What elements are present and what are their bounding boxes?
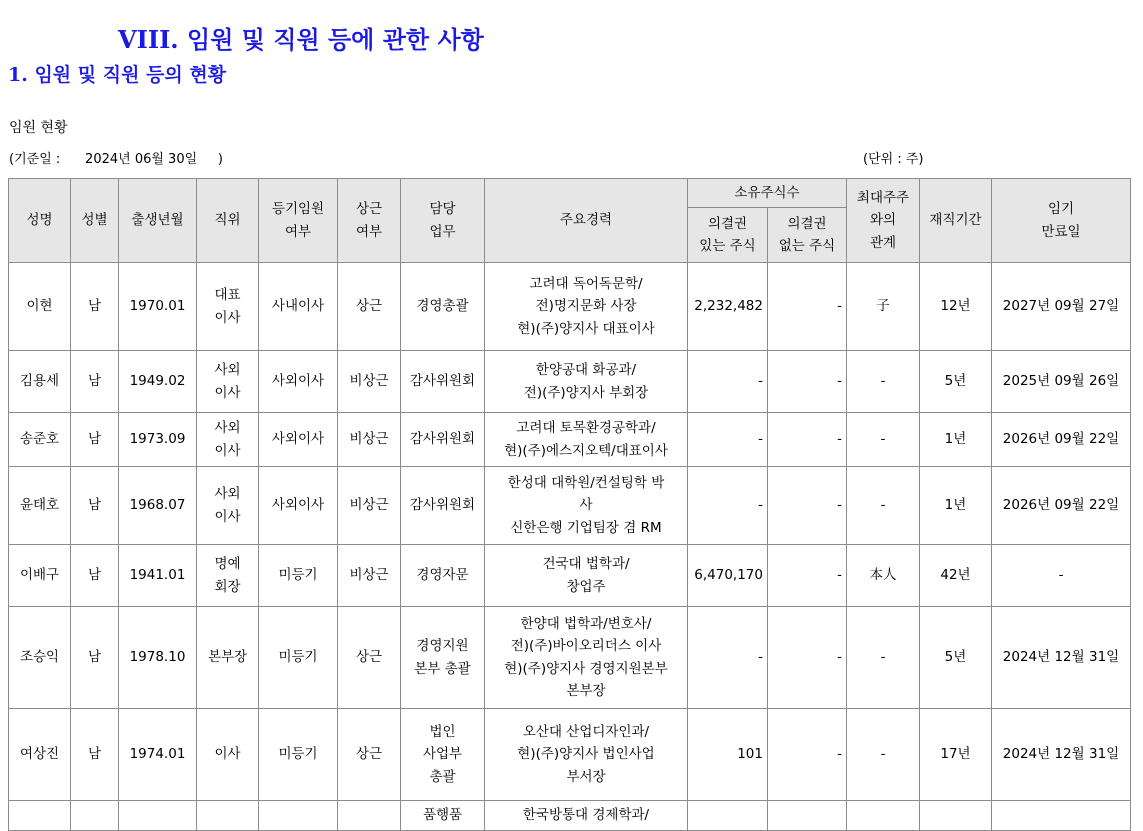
cell-voting: - [688, 467, 768, 545]
cell-position [197, 351, 259, 413]
unit-label: (단위 : 주) [863, 152, 924, 167]
cell-fulltime: 비상근 [338, 467, 401, 545]
cell-career [485, 801, 688, 831]
cell-voting: 2,232,482 [688, 263, 768, 351]
cell-career-line: 한양공대 화공과/ [535, 362, 637, 378]
cell-relation [847, 801, 920, 831]
cell-relation: - [847, 467, 920, 545]
cell-tenure [920, 801, 992, 831]
cell-fulltime: 상근 [338, 263, 401, 351]
cell-position-line: 회장 [214, 578, 241, 595]
header-shares-nonvoting-line: 없는 주식 [778, 238, 836, 254]
header-birth: 출생년월 [119, 179, 197, 263]
cell-birth: 1968.07 [119, 467, 197, 545]
basis-row [9, 148, 1134, 166]
cell-nonvoting: - [768, 263, 847, 351]
cell-registered: 사내이사 [259, 263, 338, 351]
header-relation [847, 179, 920, 263]
cell-position [197, 263, 259, 351]
header-duty-line: 업무 [429, 223, 456, 240]
header-duty [401, 179, 485, 263]
cell-birth: 1949.02 [119, 351, 197, 413]
header-registered-line: 등기임원 [271, 201, 325, 217]
cell-duty-line: 법인 [429, 723, 456, 740]
header-registered [259, 179, 338, 263]
cell-duty [401, 351, 485, 413]
cell-tenure: 17년 [920, 709, 992, 801]
cell-gender: 남 [71, 709, 119, 801]
cell-name: 김용세 [9, 351, 71, 413]
cell-name: 조승익 [9, 607, 71, 709]
cell-duty [401, 413, 485, 467]
header-shares: 소유주식수 [688, 179, 847, 208]
cell-position [197, 467, 259, 545]
cell-career-line: 사 [579, 497, 593, 514]
cell-expiry [992, 801, 1131, 831]
cell-expiry: 2027년 09월 27일 [992, 263, 1131, 351]
cell-career [485, 351, 688, 413]
cell-career-line: 현)(주)양지사 법인사업 [517, 746, 655, 763]
cell-career-line: 신한은행 기업팀장 겸 RM [510, 519, 662, 536]
cell-duty-line: 사업부 [422, 746, 463, 763]
table-body [9, 263, 1131, 831]
header-relation-line: 관계 [869, 234, 897, 251]
cell-tenure: 12년 [920, 263, 992, 351]
table-row [9, 263, 1131, 351]
table-row [9, 545, 1131, 607]
cell-career-line: 한국방통대 경제학과/ [522, 807, 650, 824]
cell-position [197, 709, 259, 801]
cell-position-line: 사외 [214, 362, 241, 378]
cell-duty-line: 감사위원회 [409, 497, 476, 514]
cell-relation: - [847, 709, 920, 801]
cell-relation: 本人 [847, 545, 920, 607]
cell-nonvoting: - [768, 545, 847, 607]
cell-voting: - [688, 413, 768, 467]
cell-voting [688, 801, 768, 831]
cell-expiry: 2025년 09월 26일 [992, 351, 1131, 413]
cell-expiry: 2026년 09월 22일 [992, 413, 1131, 467]
cell-gender: 남 [71, 467, 119, 545]
header-career: 주요경력 [485, 179, 688, 263]
cell-career-line: 창업주 [566, 578, 606, 595]
cell-tenure: 42년 [920, 545, 992, 607]
header-shares-voting-line: 있는 주식 [699, 238, 756, 254]
table-row [9, 351, 1131, 413]
cell-voting: 101 [688, 709, 768, 801]
cell-gender: 남 [71, 545, 119, 607]
cell-expiry: 2024년 12월 31일 [992, 709, 1131, 801]
cell-career-line: 전)명지문화 사장 [535, 298, 637, 315]
cell-name: 이현 [9, 263, 71, 351]
cell-nonvoting: - [768, 467, 847, 545]
cell-relation: - [847, 351, 920, 413]
cell-duty [401, 467, 485, 545]
cell-position [197, 413, 259, 467]
cell-position-line: 이사 [214, 442, 241, 459]
cell-position [197, 545, 259, 607]
cell-position-line: 대표 [214, 287, 241, 303]
cell-registered: 사외이사 [259, 467, 338, 545]
cell-duty-line: 경영총괄 [416, 298, 469, 315]
cell-nonvoting: - [768, 413, 847, 467]
cell-birth: 1970.01 [119, 263, 197, 351]
header-name: 성명 [9, 179, 71, 263]
header-shares-voting [688, 208, 768, 263]
cell-career-line: 한성대 대학원/컨설팅학 박 [507, 474, 665, 491]
cell-nonvoting: - [768, 709, 847, 801]
cell-position-line: 이사 [214, 384, 241, 401]
cell-career [485, 607, 688, 709]
cell-registered: 미등기 [259, 607, 338, 709]
header-expiry-line: 임기 [1047, 201, 1075, 217]
cell-name: 여상진 [9, 709, 71, 801]
header-expiry [992, 179, 1131, 263]
cell-career-line: 고려대 토목환경공학과/ [516, 420, 656, 436]
basis-date: (기준일 : 2024년 06월 30일 ) [9, 152, 223, 167]
section-heading: VIII. 임원 및 직원 등에 관한 사항 [118, 25, 484, 54]
cell-birth: 1973.09 [119, 413, 197, 467]
header-shares-nonvoting-line: 의결권 [787, 215, 827, 232]
header-expiry-line: 만료일 [1041, 223, 1081, 240]
cell-duty-line: 품행품 [422, 807, 463, 824]
cell-registered: 미등기 [259, 545, 338, 607]
cell-tenure: 5년 [920, 351, 992, 413]
header-relation-line: 와의 [869, 212, 897, 229]
cell-career [485, 413, 688, 467]
cell-duty-line: 경영지원 [416, 638, 469, 654]
cell-duty-line: 총괄 [429, 768, 456, 785]
header-shares-nonvoting [768, 208, 847, 263]
cell-career-line: 전)(주)바이오리더스 이사 [510, 638, 662, 654]
cell-position-line: 명예 [214, 556, 241, 572]
table-row [9, 709, 1131, 801]
cell-position-line: 사외 [214, 486, 241, 502]
header-relation-line: 최대주주 [856, 189, 910, 206]
cell-career-line: 현)(주)양지사 대표이사 [517, 320, 655, 337]
cell-name: 윤태호 [9, 467, 71, 545]
header-registered-line: 여부 [284, 223, 312, 240]
cell-name [9, 801, 71, 831]
cell-duty [401, 801, 485, 831]
cell-duty [401, 545, 485, 607]
cell-gender: 남 [71, 351, 119, 413]
header-fulltime [338, 179, 401, 263]
cell-registered: 사외이사 [259, 413, 338, 467]
header-fulltime-line: 여부 [355, 223, 383, 240]
cell-career [485, 709, 688, 801]
cell-position [197, 801, 259, 831]
cell-career [485, 545, 688, 607]
cell-gender: 남 [71, 263, 119, 351]
cell-fulltime: 비상근 [338, 351, 401, 413]
cell-birth: 1941.01 [119, 545, 197, 607]
subsection-heading: 1. 임원 및 직원 등의 현황 [8, 64, 227, 86]
cell-duty [401, 607, 485, 709]
executive-table [8, 178, 1131, 831]
cell-birth [119, 801, 197, 831]
cell-fulltime: 비상근 [338, 545, 401, 607]
cell-career-line: 오산대 산업디자인과/ [522, 723, 650, 740]
header-tenure: 재직기간 [920, 179, 992, 263]
cell-fulltime: 상근 [338, 709, 401, 801]
header-duty-line: 담당 [429, 201, 456, 217]
cell-career-line: 건국대 법학과/ [542, 556, 630, 572]
table-row [9, 413, 1131, 467]
cell-name: 이배구 [9, 545, 71, 607]
cell-position-line: 이사 [214, 309, 241, 326]
cell-tenure: 1년 [920, 467, 992, 545]
cell-expiry: 2026년 09월 22일 [992, 467, 1131, 545]
cell-voting: - [688, 607, 768, 709]
cell-birth: 1978.10 [119, 607, 197, 709]
cell-position-line: 이사 [214, 746, 241, 763]
header-position: 직위 [197, 179, 259, 263]
cell-expiry: 2024년 12월 31일 [992, 607, 1131, 709]
cell-position-line: 사외 [214, 420, 241, 436]
cell-relation: - [847, 413, 920, 467]
cell-position-line: 본부장 [207, 649, 248, 666]
table-row [9, 801, 1131, 831]
cell-career [485, 263, 688, 351]
cell-duty-line: 감사위원회 [409, 373, 476, 390]
cell-gender: 남 [71, 413, 119, 467]
table-row [9, 467, 1131, 545]
cell-expiry: - [992, 545, 1131, 607]
cell-fulltime: 상근 [338, 607, 401, 709]
cell-nonvoting [768, 801, 847, 831]
table-title: 임원 현황 [9, 120, 68, 136]
cell-nonvoting: - [768, 351, 847, 413]
cell-career-line: 고려대 독어독문학/ [529, 275, 643, 292]
cell-career-line: 전)(주)양지사 부회장 [523, 384, 649, 401]
cell-name: 송준호 [9, 413, 71, 467]
header-fulltime-line: 상근 [355, 201, 383, 217]
table-row [9, 607, 1131, 709]
cell-career-line: 한양대 법학과/변호사/ [520, 615, 652, 632]
cell-nonvoting: - [768, 607, 847, 709]
table-header [9, 179, 1131, 263]
cell-tenure: 5년 [920, 607, 992, 709]
cell-duty [401, 263, 485, 351]
cell-relation: - [847, 607, 920, 709]
cell-duty-line: 경영자문 [416, 567, 469, 584]
cell-gender: 남 [71, 607, 119, 709]
cell-position [197, 607, 259, 709]
cell-registered: 사외이사 [259, 351, 338, 413]
cell-duty-line: 본부 총괄 [414, 660, 471, 677]
cell-voting: - [688, 351, 768, 413]
cell-career [485, 467, 688, 545]
cell-fulltime [338, 801, 401, 831]
cell-voting: 6,470,170 [688, 545, 768, 607]
cell-relation: 子 [847, 263, 920, 351]
cell-duty-line: 감사위원회 [409, 431, 476, 448]
header-shares-voting-line: 의결권 [707, 215, 748, 232]
cell-registered: 미등기 [259, 709, 338, 801]
cell-career-line: 현)(주)에스지오텍/대표이사 [504, 442, 668, 459]
cell-career-line: 현)(주)양지사 경영지원본부 [504, 660, 668, 677]
cell-position-line: 이사 [214, 508, 241, 525]
cell-gender [71, 801, 119, 831]
cell-career-line: 본부장 [566, 683, 606, 699]
cell-birth: 1974.01 [119, 709, 197, 801]
header-gender: 성별 [71, 179, 119, 263]
cell-registered [259, 801, 338, 831]
cell-fulltime: 비상근 [338, 413, 401, 467]
cell-career-line: 부서장 [566, 768, 606, 785]
cell-duty [401, 709, 485, 801]
cell-tenure: 1년 [920, 413, 992, 467]
